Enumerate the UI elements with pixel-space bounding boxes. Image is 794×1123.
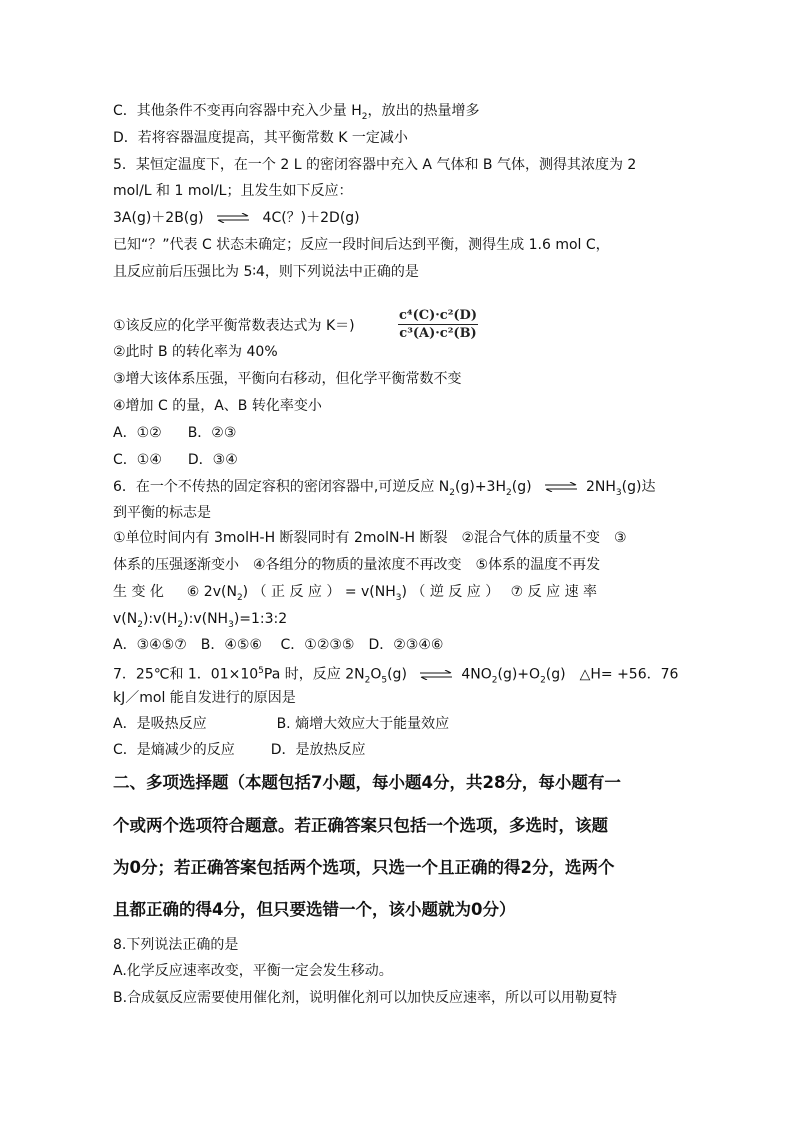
section-heading-line2: 个或两个选项符合题意。若正确答案只包括一个选项，多选时，该题 (113, 816, 608, 835)
q7-options-cd (113, 741, 366, 759)
q5-statement-2: ②此时 B 的转化率为 40% (113, 344, 278, 360)
q5-equation: 3A(g)＋2B(g) 4C(？)＋2D(g) (113, 210, 360, 226)
q6-stem-line2: 到平衡的标志是 (113, 505, 211, 521)
q8-option-b: B.合成氨反应需要使用催化剂，说明催化剂可以加快反应速率，所以可以用勒夏特 (113, 990, 618, 1006)
q6-stem-line1: 6．在一个不传热的固定容积的密闭容器中,可逆反应 $N_2(g)+3H_2(g)$ $2NH_3(g)$达 (113, 479, 656, 498)
q7-option-d: D．是放热反应 (270, 742, 366, 758)
q7-option-a: A．是吸热反应 (113, 716, 207, 732)
equilibrium-arrow-icon (544, 482, 578, 492)
fraction-denominator: c³(A)·c²(B) (399, 326, 477, 341)
q7-options-ab (113, 715, 449, 733)
q5-options-ab (113, 424, 236, 442)
q5-option-c: C．①④ (113, 452, 162, 468)
equilibrium-arrow-icon (216, 213, 250, 223)
q7-option-b: B. 熵增大效应大于能量效应 (276, 716, 450, 732)
equilibrium-arrow-icon (419, 670, 453, 680)
q5-stem-line1: 5．某恒定温度下，在一个 2 L 的密闭容器中充入 A 气体和 B 气体，测得其浓度为 2 (113, 157, 637, 173)
q7-stem-line1: 7．25℃和 1．$01\times 10^5Pa$ 时，反应 $2N_2O_5(g)$ $4NO_2(g)+O_2(g)$ △H= +56．76 (113, 666, 679, 686)
q7-option-c: C．是熵减少的反应 (113, 742, 235, 758)
q5-statement-3: ③增大该体系压强，平衡向右移动，但化学平衡常数不变 (113, 371, 462, 387)
q8-option-a: A.化学反应速率改变，平衡一定会发生移动。 (113, 963, 393, 979)
q5-options-cd (113, 451, 238, 469)
q4-option-c: C．其他条件不变再向容器中充入少量 $H_2$，放出的热量增多 (113, 103, 480, 122)
q6-statements-line1: ①单位时间内有 3molH-H 断裂同时有 2molN-H 断裂 ②混合气体的质量不变 ③ (113, 530, 627, 546)
q6-statements-line3: 生 变 化 ⑥ $2v(N_2)$ （ 正 反 应 ） = $v(NH_3)$ （ 逆 反 应 ） ⑦ 反 应 速 率 (113, 584, 598, 603)
section-heading-line4: 且都正确的得4分，但只要选错一个，该小题就为0分） (113, 900, 516, 919)
q5-stem-line4: 且反应前后压强比为 5∶4，则下列说法中正确的是 (113, 264, 419, 280)
section-heading-line1: 二、多项选择题（本题包括7小题，每小题4分，共28分，每小题有一 (113, 773, 621, 792)
section-heading-line3: 为0分；若正确答案包括两个选项，只选一个且正确的得2分，选两个 (113, 858, 615, 877)
fraction-numerator: c⁴(C)·c²(D) (399, 308, 477, 323)
q7-stem-line2: kJ／mol 能自发进行的原因是 (113, 690, 296, 706)
q6-statements-line4: $v(N_2):v(H_2):v(NH_3)=1:3:2$ (113, 611, 288, 630)
q6-options: A．③④⑤⑦ B．④⑤⑥ C．①②③⑤ D．②③④⑥ (113, 637, 444, 653)
fraction-bar (398, 324, 478, 325)
q5-stem-line3: 已知“？”代表 C 状态未确定；反应一段时间后达到平衡，测得生成 1.6 mol C， (113, 237, 610, 253)
q5-option-b: B．②③ (187, 425, 237, 441)
q8-stem: 8.下列说法正确的是 (113, 937, 239, 953)
q5-statement-4: ④增加 C 的量，A、B 转化率变小 (113, 398, 322, 414)
q5-option-a: A．①② (113, 425, 162, 441)
q5-option-d: D．③④ (187, 452, 238, 468)
q6-statements-line2: 体系的压强逐渐变小 ④各组分的物质的量浓度不再改变 ⑤体系的温度不再发 (113, 557, 601, 573)
q5-stem-line2: mol/L 和 1 mol/L；且发生如下反应： (113, 183, 353, 199)
q5-statement-1: ①该反应的化学平衡常数表达式为 K＝) (113, 318, 355, 334)
q4-option-d: D．若将容器温度提高，其平衡常数 K 一定减小 (113, 130, 408, 146)
equilibrium-constant-fraction (398, 308, 478, 341)
